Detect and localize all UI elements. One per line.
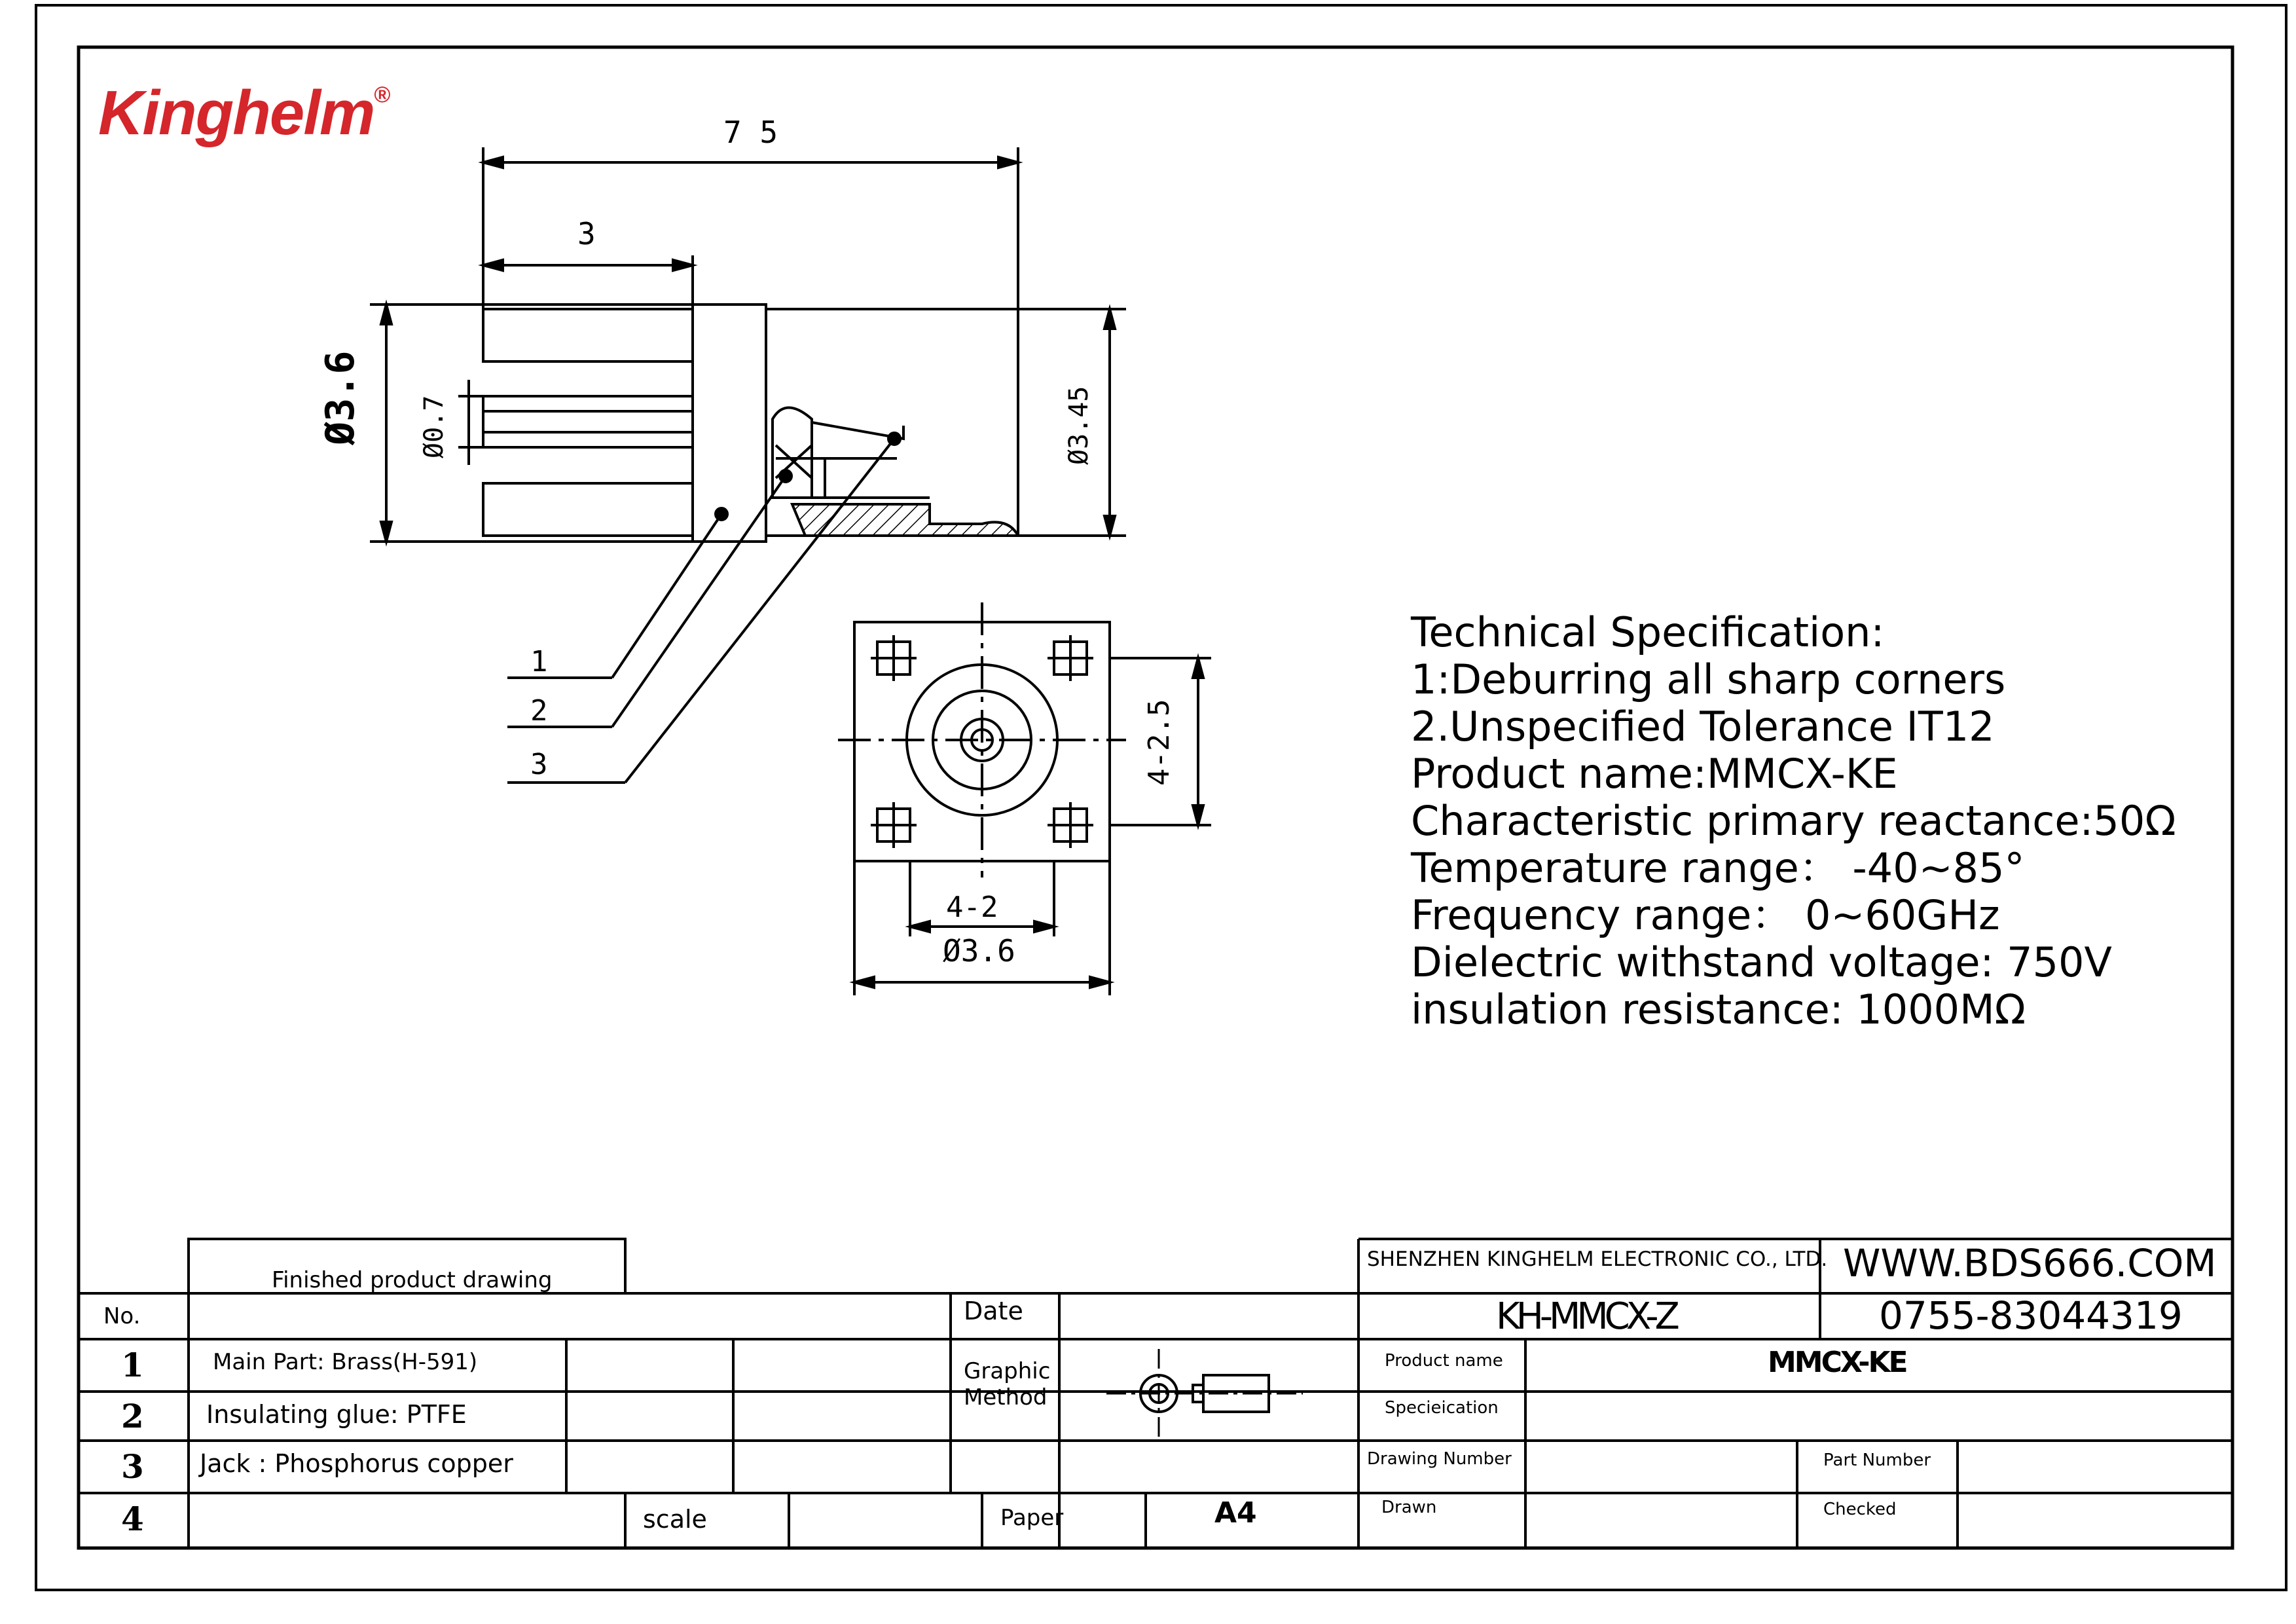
spec-line-2: 2.Unspecified Tolerance IT12 (1411, 703, 1995, 750)
drawn-label: Drawn (1381, 1498, 1437, 1517)
date-label: Date (964, 1297, 1023, 1325)
kinghelm-logo: Kinghelm® (98, 78, 390, 148)
company-name: SHENZHEN KINGHELM ELECTRONIC CO., LTD. (1367, 1247, 1828, 1271)
material-row-2: Insulating glue: PTFE (206, 1400, 467, 1429)
drawing-number-label: Drawing Number (1367, 1449, 1512, 1469)
website: WWW.BDS666.COM (1843, 1241, 2217, 1285)
dim-pin-dia: Ø0.7 (419, 395, 449, 458)
graphic-method-label: Graphic Method (964, 1358, 1051, 1411)
callout-2: 2 (530, 694, 548, 728)
callout-3: 3 (530, 748, 548, 781)
no-label: No. (103, 1303, 141, 1329)
callout-1: 1 (530, 645, 548, 678)
spec-line-5: Temperature range： -40~85° (1411, 844, 2025, 892)
specification-label: Specieication (1385, 1398, 1499, 1418)
spec-line-8: insulation resistance: 1000MΩ (1411, 986, 2026, 1033)
tab-label: Finished product drawing (272, 1267, 553, 1293)
dim-right-dia: Ø3.45 (1064, 386, 1094, 465)
part-code: KH-MMCX-Z (1496, 1295, 1676, 1338)
spec-line-3: Product name:MMCX-KE (1411, 750, 1898, 798)
dim-overall-length: 7 5 (723, 115, 778, 150)
spec-line-7: Dielectric withstand voltage: 750V (1411, 938, 2112, 986)
row-num-3: 3 (121, 1447, 144, 1486)
spec-line-6: Frequency range： 0~60GHz (1411, 891, 2000, 939)
checked-label: Checked (1823, 1500, 1897, 1519)
side-view (370, 147, 1126, 783)
paper-value: A4 (1214, 1496, 1257, 1530)
material-row-3: Jack : Phosphorus copper (200, 1449, 513, 1478)
row-num-2: 2 (121, 1397, 144, 1435)
dim-body-dia: Ø3.6 (318, 350, 363, 445)
material-row-1: Main Part: Brass(H-591) (213, 1349, 478, 1375)
dim-flange-dia: Ø3.6 (943, 933, 1015, 969)
spec-line-1: 1:Deburring all sharp corners (1411, 655, 2006, 703)
spec-title: Technical Specification: (1411, 608, 1885, 656)
dim-flange-spacing-h: 4-2 (946, 891, 998, 924)
row-num-4: 4 (121, 1500, 144, 1538)
paper-label: Paper (1000, 1505, 1064, 1531)
phone: 0755-83044319 (1879, 1293, 2183, 1338)
dim-pin-length: 3 (577, 216, 596, 251)
front-view (838, 602, 1211, 995)
dim-flange-spacing-v: 4-2.5 (1142, 699, 1176, 786)
scale-label: scale (643, 1505, 707, 1534)
part-number-label: Part Number (1823, 1450, 1931, 1470)
product-name-label: Product name (1385, 1351, 1503, 1371)
row-num-1: 1 (121, 1346, 144, 1384)
spec-line-4: Characteristic primary reactance:50Ω (1411, 797, 2176, 845)
product-name-value: MMCX-KE (1768, 1346, 1906, 1379)
